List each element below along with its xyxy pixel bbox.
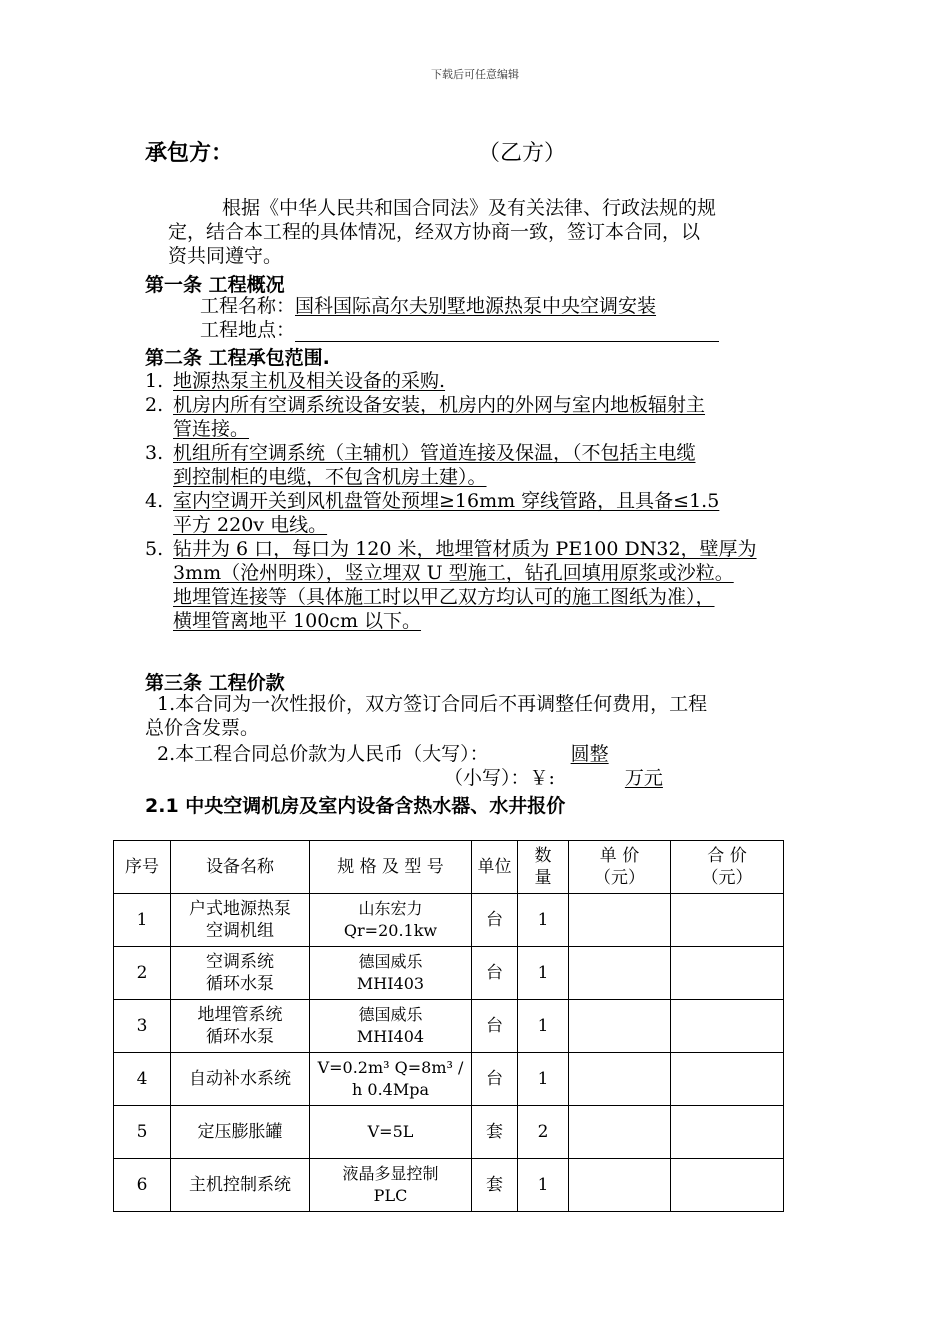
row-number: 2	[114, 947, 171, 1000]
scope-item-number: 3.	[145, 442, 164, 464]
unit: 套	[472, 1106, 518, 1159]
row-number: 3	[114, 1000, 171, 1053]
unit: 套	[472, 1159, 518, 1212]
quote-subtitle: 2.1 中央空调机房及室内设备含热水器、水井报价	[145, 795, 566, 817]
col-header-unit-price: 单 价 （元）	[569, 841, 671, 894]
price-words-unit: 圆整	[570, 743, 609, 765]
unit-price	[569, 1000, 671, 1053]
col-header-quantity: 数 量	[518, 841, 569, 894]
scope-item-text: 地源热泵主机及相关设备的采购.	[173, 370, 446, 392]
scope-item-text: 室内空调开关到风机盘管处预埋≥16mm 穿线管路，且具备≤1.5 平方 220v 电线。	[173, 490, 720, 536]
total-price	[671, 894, 784, 947]
unit: 台	[472, 1000, 518, 1053]
total-price	[671, 1106, 784, 1159]
table-row	[114, 1159, 784, 1212]
unit: 台	[472, 947, 518, 1000]
scope-item-number: 4.	[145, 490, 164, 512]
project-name-value: 国科国际高尔夫别墅地源热泵中央空调安装	[295, 295, 657, 317]
quantity: 1	[518, 894, 569, 947]
spec-model: 液晶多显控制 PLC	[310, 1159, 472, 1212]
intro-line-1: 根据《中华人民共和国合同法》及有关法律、行政法规的规	[222, 197, 717, 219]
scope-item	[145, 369, 835, 393]
article1-title: 第一条 工程概况	[145, 274, 285, 296]
equipment-quote-table	[113, 840, 784, 1212]
total-price	[671, 1159, 784, 1212]
spec-model: 德国威乐 MHI404	[310, 1000, 472, 1053]
col-header-unit: 单位	[472, 841, 518, 894]
spec-model: V=0.2m³ Q=8m³ / h 0.4Mpa	[310, 1053, 472, 1106]
equipment-name: 主机控制系统	[171, 1159, 310, 1212]
unit-price	[569, 894, 671, 947]
quantity: 1	[518, 1053, 569, 1106]
price-figures-label: （小写）：￥:	[444, 767, 555, 789]
scope-item	[145, 537, 835, 633]
row-number: 6	[114, 1159, 171, 1212]
scope-item	[145, 489, 835, 537]
scope-item	[145, 393, 835, 441]
unit-price	[569, 1159, 671, 1212]
scope-item-text: 机组所有空调系统（主辅机）管道连接及保温，（不包括主电缆 到控制柜的电缆，不包含机房土建）。	[173, 442, 696, 488]
table-row	[114, 894, 784, 947]
scope-item-text: 机房内所有空调系统设备安装，机房内的外网与室内地板辐射主 管连接。	[173, 394, 706, 440]
price-figures-unit: 万元	[624, 767, 663, 789]
quantity: 1	[518, 947, 569, 1000]
equipment-name: 地埋管系统 循环水泵	[171, 1000, 310, 1053]
scope-item-text: 钻井为 6 口，每口为 120 米，地埋管材质为 PE100 DN32，壁厚为 3mm（沧州明珠），竖立埋双 U 型施工，钻孔回填用原浆或沙粒。 地埋管连接等（具体施工时以甲乙双方均认可的施工图纸为准）， 横埋管离地平 100cm 以下。	[173, 538, 757, 632]
article2-title: 第二条 工程承包范围.	[145, 347, 330, 369]
equipment-name: 户式地源热泵 空调机组	[171, 894, 310, 947]
spec-model: 德国威乐 MHI403	[310, 947, 472, 1000]
contractor-party: （乙方）	[478, 141, 567, 166]
scope-item-number: 1.	[145, 370, 164, 392]
unit-price	[569, 947, 671, 1000]
article3-title: 第三条 工程价款	[145, 672, 285, 694]
col-header-number: 序号	[114, 841, 171, 894]
unit-price	[569, 1053, 671, 1106]
col-header-total-price: 合 价 （元）	[671, 841, 784, 894]
unit: 台	[472, 894, 518, 947]
project-name-label: 工程名称：	[200, 295, 296, 317]
header-note: 下载后可任意编辑	[431, 68, 519, 81]
spec-model: 山东宏力 Qr=20.1kw	[310, 894, 472, 947]
table-header-row	[114, 841, 784, 894]
total-price	[671, 947, 784, 1000]
price-figures-row	[444, 766, 663, 790]
table-row	[114, 1106, 784, 1159]
table-row	[114, 947, 784, 1000]
intro-line-2: 定，结合本工程的具体情况，经双方协商一致，签订本合同，以	[168, 221, 701, 243]
col-header-equipment-name: 设备名称	[171, 841, 310, 894]
quantity: 1	[518, 1159, 569, 1212]
spec-model: V=5L	[310, 1106, 472, 1159]
contractor-label: 承包方：	[145, 141, 234, 166]
scope-item	[145, 441, 835, 489]
unit-price	[569, 1106, 671, 1159]
price-words-row	[157, 742, 609, 766]
equipment-name: 自动补水系统	[171, 1053, 310, 1106]
scope-item-number: 5.	[145, 538, 164, 560]
price-para1-line1: 1.本合同为一次性报价，双方签订合同后不再调整任何费用，工程	[157, 693, 708, 715]
project-location-blank	[295, 321, 719, 342]
row-number: 4	[114, 1053, 171, 1106]
project-name-row	[200, 294, 656, 318]
quantity: 1	[518, 1000, 569, 1053]
intro-line-3: 资共同遵守。	[168, 245, 283, 267]
col-header-spec-model: 规 格 及 型 号	[310, 841, 472, 894]
scope-list	[145, 369, 835, 633]
total-price	[671, 1000, 784, 1053]
row-number: 1	[114, 894, 171, 947]
table-row	[114, 1053, 784, 1106]
price-words-label: 2.本工程合同总价款为人民币（大写）：	[157, 743, 489, 765]
project-location-label: 工程地点：	[200, 319, 296, 341]
project-location-row	[200, 318, 719, 342]
table-row	[114, 1000, 784, 1053]
unit: 台	[472, 1053, 518, 1106]
row-number: 5	[114, 1106, 171, 1159]
scope-item-number: 2.	[145, 394, 164, 416]
total-price	[671, 1053, 784, 1106]
quantity: 2	[518, 1106, 569, 1159]
equipment-name: 定压膨胀罐	[171, 1106, 310, 1159]
equipment-name: 空调系统 循环水泵	[171, 947, 310, 1000]
price-para1-line2: 总价含发票。	[145, 717, 260, 739]
